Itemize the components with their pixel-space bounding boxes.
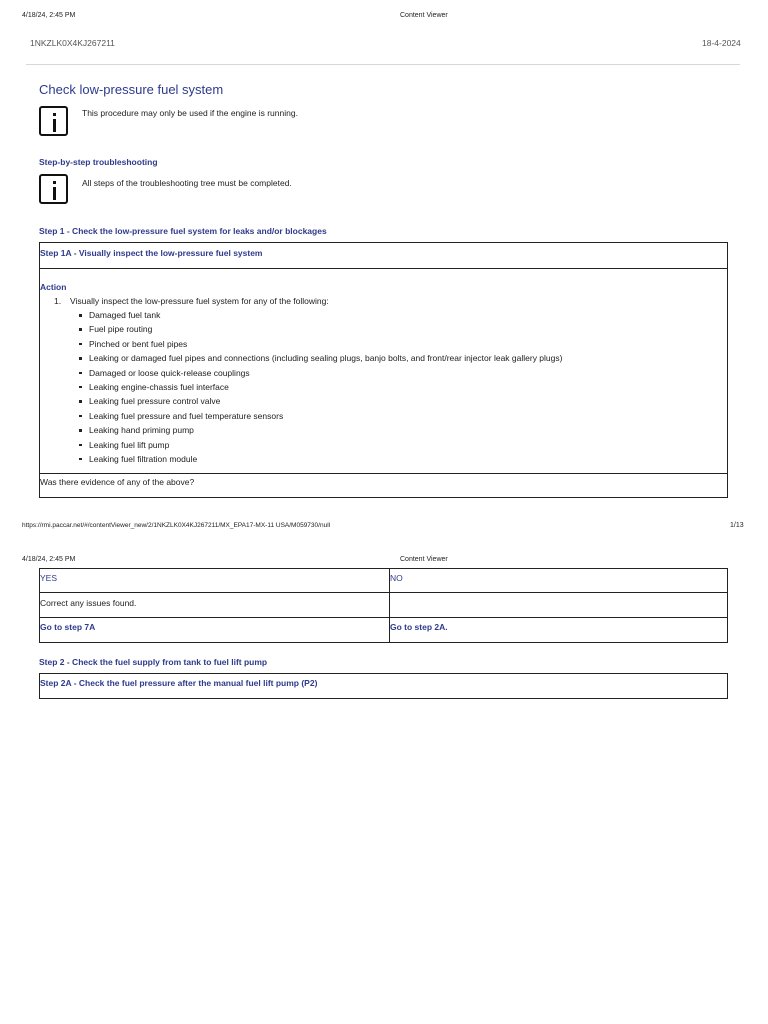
list-item: Leaking fuel pressure and fuel temperature sensors (79, 409, 719, 423)
info-icon (39, 106, 68, 136)
action-text: Visually inspect the low-pressure fuel system for any of the following: (70, 296, 329, 306)
list-item: Leaking engine-chassis fuel interface (79, 380, 719, 394)
page-title: Check low-pressure fuel system (39, 82, 224, 97)
action-label: Action (40, 282, 67, 292)
list-item: Damaged fuel tank (79, 308, 719, 322)
footer-url[interactable]: https://rmi.paccar.net/#/contentViewer_new/2/1NKZLK0X4KJ267211/MX_EPA17-MX-11 USA/M059730/null (22, 522, 331, 529)
header-divider (26, 64, 740, 65)
note-all-steps: All steps of the troubleshooting tree must be completed. (82, 178, 292, 188)
info-icon (39, 174, 68, 204)
list-item: Leaking or damaged fuel pipes and connections (including sealing plugs, banjo bolts, and front/rear injector leak gallery plugs) (79, 351, 719, 365)
yes-label: YES (40, 573, 58, 583)
step1-heading: Step 1 - Check the low-pressure fuel system for leaks and/or blockages (39, 226, 327, 236)
action-number: 1. (54, 296, 62, 306)
vin: 1NKZLK0X4KJ267211 (30, 38, 115, 48)
step2a-heading: Step 2A - Check the fuel pressure after the manual fuel lift pump (P2) (40, 678, 318, 688)
yes-result: Correct any issues found. (40, 598, 137, 608)
list-item: Fuel pipe routing (79, 322, 719, 336)
page-number: 1/13 (730, 522, 744, 529)
print-date: 4/18/24, 2:45 PM (22, 12, 76, 19)
list-item: Leaking fuel filtration module (79, 452, 719, 466)
list-item: Pinched or bent fuel pipes (79, 337, 719, 351)
viewer-title: Content Viewer (400, 12, 448, 19)
step2-heading: Step 2 - Check the fuel supply from tank to fuel lift pump (39, 657, 268, 667)
yes-no-table (39, 568, 728, 643)
doc-date: 18-4-2024 (702, 38, 741, 48)
step1a-heading: Step 1A - Visually inspect the low-pressure fuel system (40, 248, 263, 258)
list-item: Damaged or loose quick-release couplings (79, 366, 719, 380)
list-item: Leaking fuel pressure control valve (79, 394, 719, 408)
note-engine-running: This procedure may only be used if the engine is running. (82, 108, 298, 118)
go-to-step-2a-link[interactable]: Go to step 2A. (390, 622, 448, 632)
section-heading: Step-by-step troubleshooting (39, 157, 158, 167)
list-item: Leaking fuel lift pump (79, 438, 719, 452)
inspection-list (79, 308, 719, 466)
go-to-step-7a-link[interactable]: Go to step 7A (40, 622, 96, 632)
viewer-title-page2: Content Viewer (400, 556, 448, 563)
list-item: Leaking hand priming pump (79, 423, 719, 437)
no-label: NO (390, 573, 403, 583)
question-text: Was there evidence of any of the above? (40, 477, 195, 487)
print-date-page2: 4/18/24, 2:45 PM (22, 556, 76, 563)
